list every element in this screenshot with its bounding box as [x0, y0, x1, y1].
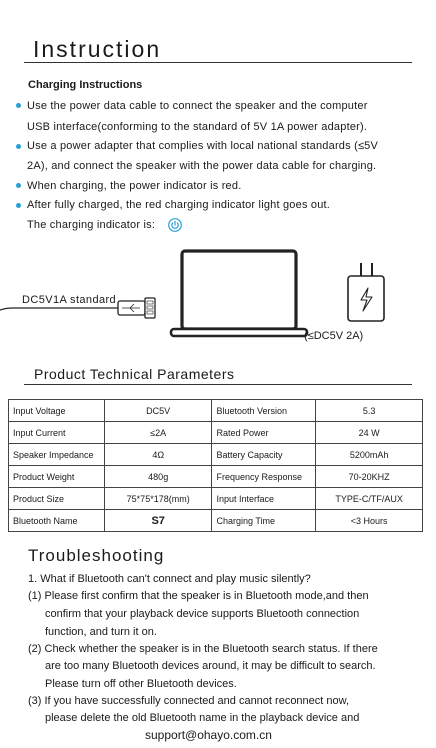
param-label: Speaker Impedance [9, 444, 105, 466]
charging-line-4: 2A), and connect the speaker with the power data cable for charging. [27, 160, 377, 172]
table-row [9, 400, 423, 422]
cable-label: DC5V1A standard [22, 294, 117, 306]
trouble-line-6: are too many Bluetooth devices around, it may be difficult to search. [45, 660, 376, 672]
trouble-line-2: (1) Please first confirm that the speaker is in Bluetooth mode,and then [28, 590, 369, 602]
table-row [9, 488, 423, 510]
param-label: Input Voltage [9, 400, 105, 422]
table-row [9, 466, 423, 488]
charging-line-2: USB interface(conforming to the standard of 5V 1A power adapter). [27, 121, 368, 133]
param-label: Product Weight [9, 466, 105, 488]
support-email[interactable]: support@ohayo.com.cn [145, 728, 272, 742]
param-label: Bluetooth Name [9, 510, 105, 532]
param-value: 70-20KHZ [316, 466, 423, 488]
charging-line-7: The charging indicator is: [27, 219, 156, 231]
table-row [9, 422, 423, 444]
param-value: 5200mAh [316, 444, 423, 466]
power-adapter-icon [348, 263, 384, 321]
page-title: Instruction [33, 36, 162, 62]
param-value: <3 Hours [316, 510, 423, 532]
param-label: Battery Capacity [212, 444, 316, 466]
param-value: 75*75*178(mm) [104, 488, 212, 510]
bullet-icon [16, 183, 21, 188]
trouble-line-8: (3) If you have successfully connected and cannot reconnect now, [28, 695, 350, 707]
param-label: Input Interface [212, 488, 316, 510]
bullet-icon [16, 203, 21, 208]
param-value: 24 W [316, 422, 423, 444]
param-label: Charging Time [212, 510, 316, 532]
trouble-line-1: 1. What if Bluetooth can't connect and play music silently? [28, 573, 311, 585]
charging-line-1: Use the power data cable to connect the speaker and the computer [27, 100, 368, 112]
trouble-line-7: Please turn off other Bluetooth devices. [45, 678, 237, 690]
param-value: S7 [104, 510, 212, 532]
troubleshooting-heading: Troubleshooting [28, 546, 165, 565]
param-value: ≤2A [104, 422, 212, 444]
param-label: Bluetooth Version [212, 400, 316, 422]
table-row [9, 444, 423, 466]
param-value: DC5V [104, 400, 212, 422]
param-value: 5.3 [316, 400, 423, 422]
trouble-line-4: function, and turn it on. [45, 626, 157, 638]
charging-line-3: Use a power adapter that complies with local national standards (≤5V [27, 140, 379, 152]
trouble-line-5: (2) Check whether the speaker is in the Bluetooth search status. If there [28, 643, 378, 655]
trouble-line-9: please delete the old Bluetooth name in the playback device and [45, 712, 360, 724]
param-value: 4Ω [104, 444, 212, 466]
param-value: TYPE-C/TF/AUX [316, 488, 423, 510]
params-divider [24, 384, 412, 385]
laptop-icon [171, 251, 307, 336]
param-label: Rated Power [212, 422, 316, 444]
charging-instructions [0, 97, 436, 237]
param-value: 480g [104, 466, 212, 488]
bullet-icon [16, 144, 21, 149]
charging-line-6: After fully charged, the red charging indicator light goes out. [27, 199, 331, 211]
title-divider [24, 62, 412, 63]
power-indicator-icon [168, 218, 182, 232]
table-row [9, 510, 423, 532]
param-label: Input Current [9, 422, 105, 444]
params-table [8, 399, 423, 532]
charging-heading: Charging Instructions [28, 79, 143, 91]
charging-line-5: When charging, the power indicator is red. [27, 180, 242, 192]
bullet-icon [16, 103, 21, 108]
trouble-line-3: confirm that your playback device supports Bluetooth connection [45, 608, 360, 620]
adapter-label: (≤DC5V 2A) [304, 330, 364, 342]
params-heading: Product Technical Parameters [34, 366, 235, 382]
param-label: Frequency Response [212, 466, 316, 488]
param-label: Product Size [9, 488, 105, 510]
